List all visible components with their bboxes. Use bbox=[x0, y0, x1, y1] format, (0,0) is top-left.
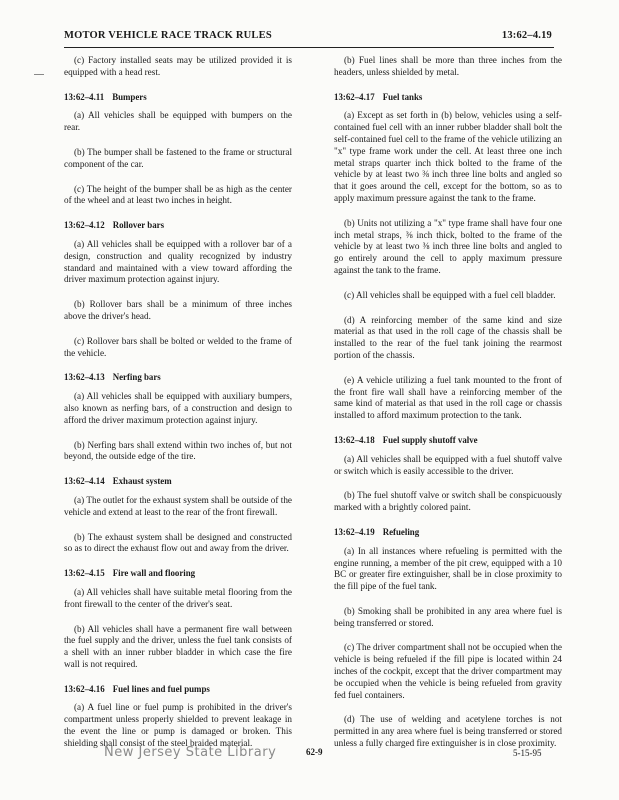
rule-paragraph: (c) Rollover bars shall be bolted or welded to the frame of the vehicle. bbox=[64, 335, 292, 358]
rule-paragraph: (b) All vehicles shall have a permanent fire wall between the fuel supply and the driver, unless the fuel tank consists of a shell with an inner rubber bladder in which case the fire wall is not required. bbox=[64, 623, 292, 669]
rule-number: 13:62–4.12 bbox=[64, 220, 105, 231]
rule-paragraph: (e) A vehicle utilizing a fuel tank mounted to the front of the front fire wall shall have a reinforcing member of the same kind of material as that used in the roll cage or chassis installed to afford maximum protection to the tank. bbox=[334, 374, 562, 421]
rule-paragraph: (b) The exhaust system shall be designed and constructed so as to direct the exhaust flow out and away from the driver. bbox=[64, 531, 292, 554]
rule-paragraph: (a) In all instances where refueling is permitted with the engine running, a member of the pit crew, equipped with a 10 BC or greater fire extinguisher, shall be in close proximity to the fill pipe of the fuel tank. bbox=[334, 545, 562, 592]
rule-paragraph: (d) The use of welding and acetylene torches is not permitted in any area where fuel is being transferred or stored unless a fully charged fire extinguisher is in close proximity. bbox=[334, 714, 562, 749]
rule-title: Refueling bbox=[382, 526, 420, 537]
spacer bbox=[64, 488, 292, 495]
rule-title: Fuel tanks bbox=[382, 91, 423, 102]
rule-paragraph: (b) Smoking shall be prohibited in any area where fuel is being transferred or stored. bbox=[334, 605, 562, 628]
spacer bbox=[334, 422, 562, 435]
spacer bbox=[334, 514, 562, 527]
rule-number: 13:62–4.13 bbox=[64, 372, 105, 383]
rule-title: Bumpers bbox=[112, 91, 147, 102]
spacer bbox=[64, 359, 292, 372]
rule-title: Nerfing bars bbox=[112, 372, 161, 383]
rule-title: Fuel lines and fuel pumps bbox=[112, 683, 210, 694]
rule-title: Fire wall and flooring bbox=[112, 568, 196, 579]
rule-paragraph: (c) All vehicles shall be equipped with a fuel cell bladder. bbox=[344, 289, 556, 300]
rule-paragraph: (b) Nerfing bars shall extend within two inches of, but not beyond, the outside edge of the tire. bbox=[64, 439, 292, 462]
rule-paragraph: (b) Rollover bars shall be a minimum of three inches above the driver's head. bbox=[64, 299, 292, 321]
spacer bbox=[64, 207, 292, 220]
spacer bbox=[334, 302, 562, 315]
spacer bbox=[64, 79, 292, 92]
rule-heading bbox=[64, 568, 292, 580]
spacer bbox=[64, 519, 292, 532]
rule-number: 13:62–4.15 bbox=[64, 568, 105, 579]
spacer bbox=[334, 629, 562, 642]
rule-number: 13:62–4.16 bbox=[64, 683, 105, 694]
spacer bbox=[334, 277, 562, 290]
header-section-number: 13:62–4.19 bbox=[501, 30, 552, 41]
spacer bbox=[64, 580, 292, 587]
spacer bbox=[64, 323, 292, 336]
header-rule bbox=[64, 47, 554, 48]
spacer bbox=[334, 103, 562, 110]
rule-paragraph: (c) The driver compartment shall not be occupied when the vehicle is being refueled if the fill pipe is located within 24 inches of the cockpit, except that the driver compartment may be occupied when the vehicle is being refueled from gravity fed fuel containers. bbox=[334, 642, 562, 700]
spacer bbox=[64, 611, 292, 624]
spacer bbox=[64, 286, 292, 299]
spacer bbox=[334, 362, 562, 375]
rule-paragraph: (a) All vehicles shall have suitable metal flooring from the front firewall to the center of the driver's seat. bbox=[64, 586, 292, 609]
running-header bbox=[64, 30, 552, 44]
rule-heading bbox=[64, 476, 292, 488]
left-column bbox=[64, 55, 292, 750]
rule-paragraph: (a) A fuel line or fuel pump is prohibited in the driver's compartment unless properly shielded to prevent leakage in the event the line or pump is damaged or broken. This shielding shall consist of the steel braided material. bbox=[64, 702, 292, 748]
spacer bbox=[64, 232, 292, 239]
spacer bbox=[64, 695, 292, 702]
spacer bbox=[334, 539, 562, 546]
rule-heading bbox=[64, 220, 292, 232]
rule-number: 13:62–4.18 bbox=[334, 434, 375, 445]
page-number: 62-9 bbox=[306, 747, 323, 757]
margin-mark bbox=[34, 74, 44, 75]
rule-heading bbox=[334, 435, 562, 447]
spacer bbox=[64, 555, 292, 568]
page-footer bbox=[0, 745, 619, 765]
rule-paragraph: (d) A reinforcing member of the same kind and size material as that used in the roll cage of the chassis shall be installed to the rear of the fuel tank joining the rearmost portion of the chassis. bbox=[334, 314, 562, 360]
spacer bbox=[64, 134, 292, 147]
spacer bbox=[64, 171, 292, 184]
rule-number: 13:62–4.19 bbox=[334, 526, 375, 537]
rule-paragraph: (a) All vehicles shall be equipped with a fuel shutoff valve or switch which is easily accessible to the driver. bbox=[334, 453, 562, 476]
rule-number: 13:62–4.17 bbox=[334, 91, 375, 102]
rule-number: 13:62–4.11 bbox=[64, 91, 105, 102]
rule-paragraph: (a) All vehicles shall be equipped with auxiliary bumpers, also known as nerfing bars, of a construction and design to afford the driver maximum protection against injury. bbox=[64, 391, 292, 425]
header-title: MOTOR VEHICLE RACE TRACK RULES bbox=[64, 30, 272, 41]
spacer bbox=[334, 477, 562, 490]
spacer bbox=[64, 384, 292, 391]
rule-heading bbox=[334, 527, 562, 539]
spacer bbox=[334, 701, 562, 714]
rule-paragraph: (b) Units not utilizing a "x" type frame shall have four one inch metal straps, ⅜ inch thick, bolted to the frame of the vehicle by at least two ⅜ inch three line bolts and angled to go entirely around the cell to apply maximum pressure against the tank to the frame. bbox=[334, 217, 562, 275]
rule-title: Exhaust system bbox=[112, 476, 172, 487]
spacer bbox=[334, 447, 562, 454]
rule-heading bbox=[64, 684, 292, 696]
rule-number: 13:62–4.14 bbox=[64, 476, 105, 487]
rule-paragraph: (b) The fuel shutoff valve or switch shall be conspicuously marked with a brightly colored paint. bbox=[334, 490, 562, 513]
right-column bbox=[334, 55, 562, 750]
rule-title: Fuel supply shutoff valve bbox=[382, 434, 478, 445]
rule-paragraph: (c) Factory installed seats may be utilized provided it is equipped with a head rest. bbox=[64, 55, 292, 77]
revision-date: 5-15-95 bbox=[513, 748, 542, 758]
spacer bbox=[334, 593, 562, 606]
rule-paragraph: (c) The height of the bumper shall be as high as the center of the wheel and at least two inches in height. bbox=[64, 183, 292, 206]
rule-title: Rollover bars bbox=[112, 220, 165, 231]
rule-paragraph: (a) Except as set forth in (b) below, vehicles using a self-contained fuel cell with an inner rubber bladder shall bolt the self-contained fuel cell to the frame of the vehicle utilizing an "x" type frame work under the cell. At least three one inch metal straps quarter inch thick bolted to the frame of the vehicle by at least two ⅜ inch three line bolts and angled so that it goes around the cell, except for the bottom, so as to apply maximum pressure against the tank to the frame. bbox=[334, 110, 562, 203]
rule-paragraph: (b) Fuel lines shall be more than three inches from the headers, unless shielded by metal. bbox=[334, 55, 562, 77]
spacer bbox=[334, 79, 562, 92]
spacer bbox=[64, 103, 292, 110]
rule-paragraph: (a) The outlet for the exhaust system shall be outside of the vehicle and extend at least to the rear of the front firewall. bbox=[64, 494, 292, 517]
library-stamp: New Jersey State Library bbox=[104, 745, 277, 760]
rule-heading bbox=[64, 92, 292, 104]
spacer bbox=[64, 427, 292, 440]
rule-paragraph: (a) All vehicles shall be equipped with a rollover bar of a design, construction and quality recognized by industry standard and maintained with a view toward affording the driver maximum protection against injury. bbox=[64, 238, 292, 285]
spacer bbox=[334, 205, 562, 218]
rule-heading bbox=[64, 372, 292, 384]
spacer bbox=[64, 671, 292, 684]
rule-paragraph: (b) The bumper shall be fastened to the frame or structural component of the car. bbox=[64, 146, 292, 169]
rule-paragraph: (a) All vehicles shall be equipped with bumpers on the rear. bbox=[64, 110, 292, 133]
rule-heading bbox=[334, 92, 562, 104]
spacer bbox=[64, 463, 292, 476]
